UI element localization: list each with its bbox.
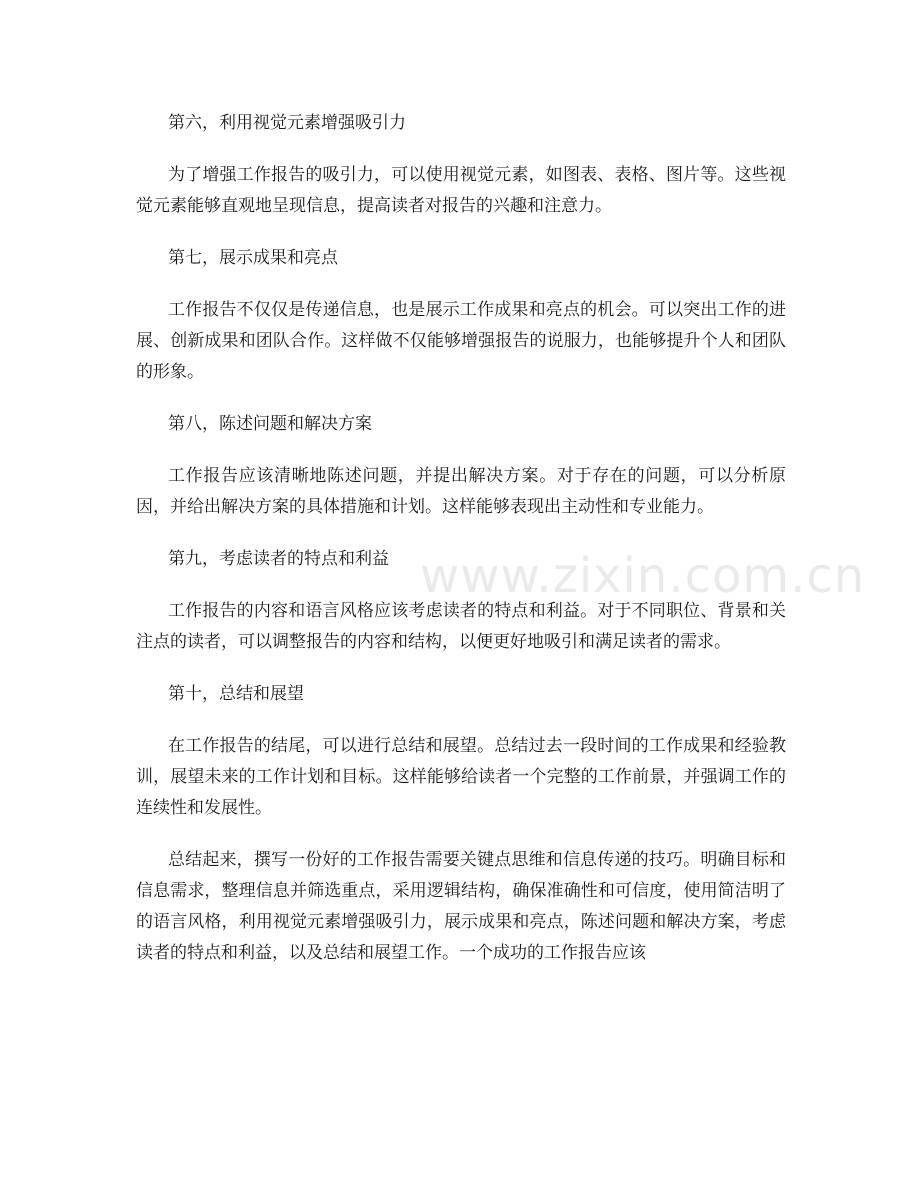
section-paragraph-8: 工作报告应该清晰地陈述问题，并提出解决方案。对于存在的问题，可以分析原因，并给出解决方案的具体措施和计划。这样能够表现出主动性和专业能力。: [136, 466, 786, 517]
section-paragraph-6: 为了增强工作报告的吸引力，可以使用视觉元素，如图表、表格、图片等。这些视觉元素能够直观地呈现信息，提高读者对报告的兴趣和注意力。: [136, 165, 786, 216]
section-heading-6: 第六，利用视觉元素增强吸引力: [168, 113, 406, 133]
conclusion-paragraph: 总结起来，撰写一份好的工作报告需要关键点思维和信息传递的技巧。明确目标和信息需求，整理信息并筛选重点，采用逻辑结构，确保准确性和可信度，使用简洁明了的语言风格，利用视觉元素增强吸引力，展示成果和亮点，陈述问题和解决方案，考虑读者的特点和利益，以及总结和展望工作。一个成功的工作报告应该: [136, 850, 786, 963]
section-heading-7: 第七，展示成果和亮点: [168, 248, 338, 268]
section-heading-10: 第十，总结和展望: [168, 684, 304, 704]
section-heading-9: 第九，考虑读者的特点和利益: [168, 549, 389, 569]
watermark-text: www.zixin.com.cn: [420, 548, 866, 604]
section-paragraph-7: 工作报告不仅仅是传递信息，也是展示工作成果和亮点的机会。可以突出工作的进展、创新成果和团队合作。这样做不仅能够增强报告的说服力，也能够提升个人和团队的形象。: [136, 300, 786, 382]
section-paragraph-10: 在工作报告的结尾，可以进行总结和展望。总结过去一段时间的工作成果和经验教训，展望未来的工作计划和目标。这样能够给读者一个完整的工作前景，并强调工作的连续性和发展性。: [136, 736, 786, 818]
section-paragraph-9: 工作报告的内容和语言风格应该考虑读者的特点和利益。对于不同职位、背景和关注点的读者，可以调整报告的内容和结构，以便更好地吸引和满足读者的需求。: [136, 601, 786, 652]
section-heading-8: 第八，陈述问题和解决方案: [168, 414, 372, 434]
